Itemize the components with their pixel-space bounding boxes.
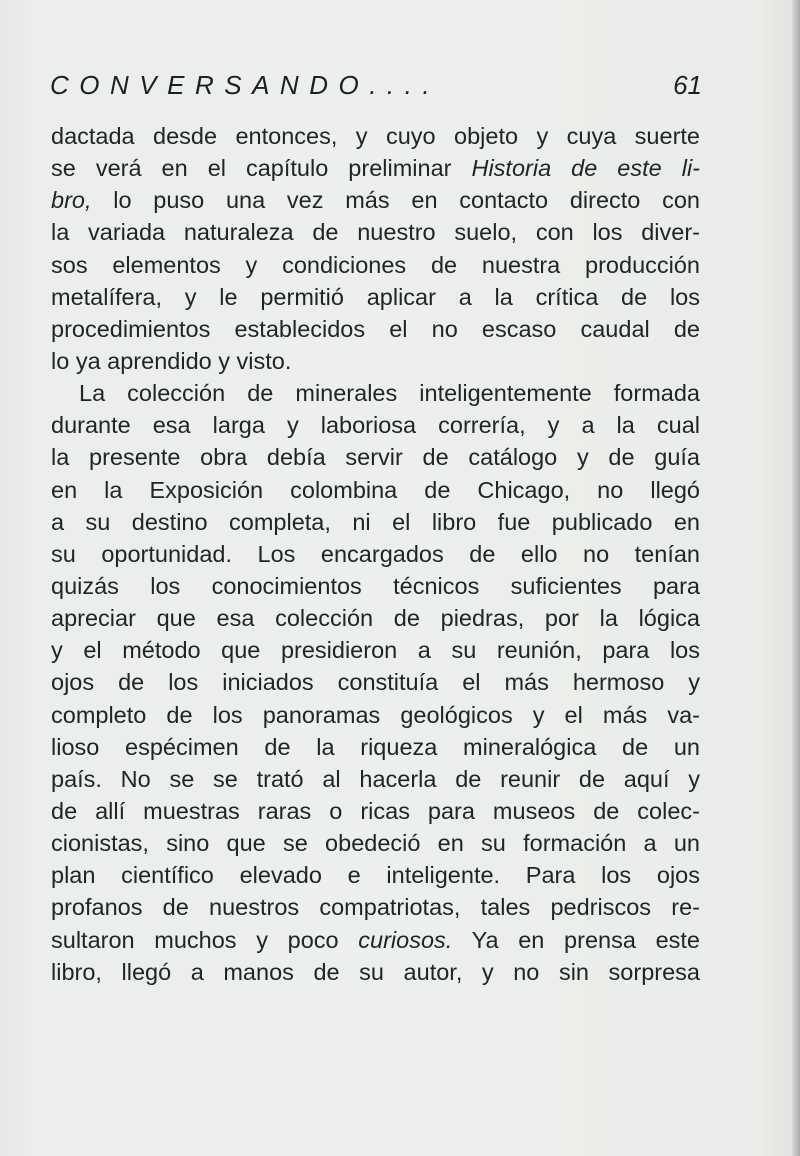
text-line: se verá en el capítulo preliminar Historia de este li- bbox=[51, 155, 700, 182]
text-line: a su destino completa, ni el libro fue publicado en bbox=[51, 508, 700, 535]
text-line: país. No se se trató al hacerla de reunir de aquí y bbox=[51, 765, 700, 792]
text-line: la presente obra debía servir de catálogo y de guía bbox=[51, 444, 700, 471]
text-line: cionistas, sino que se obedeció en su formación a un bbox=[51, 830, 700, 857]
italic-word: curiosos. bbox=[358, 926, 453, 953]
text-line: sultaron muchos y poco curiosos. Ya en prensa este bbox=[51, 926, 700, 953]
text-line: procedimientos establecidos el no escaso caudal de bbox=[51, 315, 700, 342]
page-number: 61 bbox=[673, 70, 702, 100]
italic-title: bro, bbox=[51, 187, 92, 214]
text-line: quizás los conocimientos técnicos suficientes para bbox=[51, 572, 700, 599]
italic-title: Historia de este li- bbox=[471, 155, 700, 182]
text-line: completo de los panoramas geológicos y el más va- bbox=[51, 701, 700, 728]
body-text bbox=[51, 120, 700, 988]
text-line: de allí muestras raras o ricas para museos de colec- bbox=[51, 797, 700, 824]
text-line: apreciar que esa colección de piedras, por la lógica bbox=[51, 605, 700, 632]
text-line: libro, llegó a manos de su autor, y no sin sorpresa bbox=[51, 958, 700, 985]
text-line: en la Exposición colombina de Chicago, no llegó bbox=[51, 476, 700, 503]
text-line: dactada desde entonces, y cuyo objeto y cuya suerte bbox=[51, 123, 700, 149]
text-line: ojos de los iniciados constituía el más hermoso y bbox=[51, 669, 700, 696]
text-line: bro, lo puso una vez más en contacto directo con bbox=[51, 187, 700, 214]
text-line: lioso espécimen de la riqueza mineralógica de un bbox=[51, 733, 700, 760]
text-line: profanos de nuestros compatriotas, tales pedriscos re- bbox=[51, 894, 700, 921]
text-line: lo ya aprendido y visto. bbox=[51, 347, 292, 374]
text-line: su oportunidad. Los encargados de ello no tenían bbox=[51, 540, 700, 567]
text-line: sos elementos y condiciones de nuestra producción bbox=[51, 251, 700, 278]
paragraph-start: La colección de minerales inteligentemente formada bbox=[79, 380, 700, 407]
text-line: y el método que presidieron a su reunión, para los bbox=[51, 637, 700, 664]
text-line: plan científico elevado e inteligente. Para los ojos bbox=[51, 862, 700, 889]
text-line: metalífera, y le permitió aplicar a la crítica de los bbox=[51, 283, 700, 310]
page-edge bbox=[792, 0, 800, 1156]
text-line: la variada naturaleza de nuestro suelo, con los diver- bbox=[51, 219, 700, 246]
text-line: durante esa larga y laboriosa correría, y a la cual bbox=[51, 412, 700, 439]
running-title: CONVERSANDO.... bbox=[50, 70, 441, 100]
page-header bbox=[50, 70, 702, 104]
